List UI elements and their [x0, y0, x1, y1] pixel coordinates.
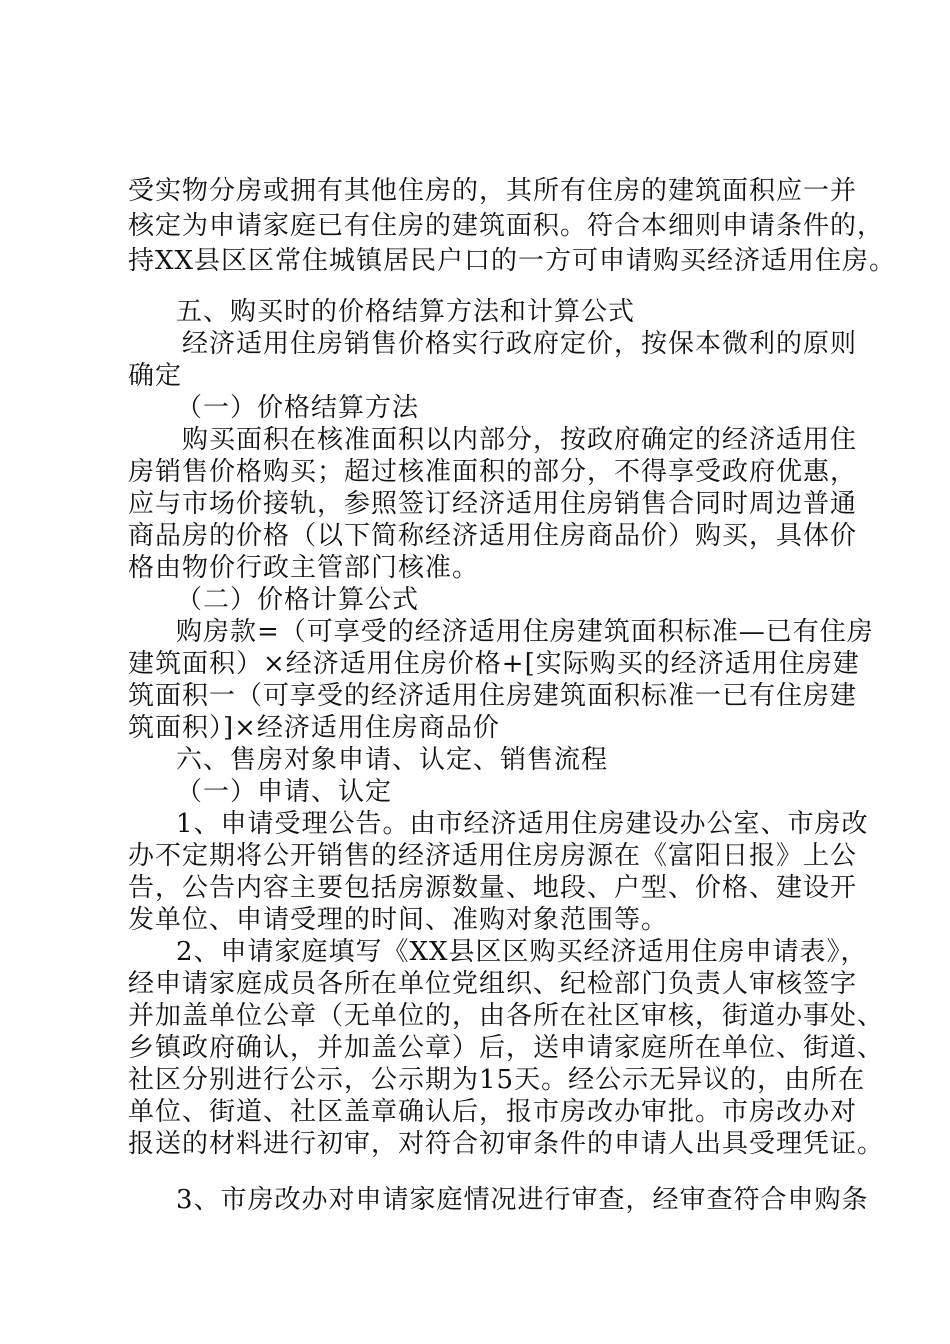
paragraph-line-6: 确定 — [128, 361, 183, 391]
paragraph-line-22: 告，公告内容主要包括房源数量、地段、户型、价格、建设开 — [128, 873, 858, 903]
paragraph-line-5: 经济适用住房销售价格实行政府定价，按保本微利的原则 — [182, 329, 858, 359]
paragraph-line-8: 购买面积在核准面积以内部分，按政府确定的经济适用住 — [182, 425, 858, 455]
section-heading-6: 六、售房对象申请、认定、销售流程 — [176, 745, 609, 775]
subheading-price-formula: （二）价格计算公式 — [176, 585, 420, 615]
paragraph-line-3: 持XX县区区常住城镇居民户口的一方可申请购买经济适用住房。 — [128, 246, 897, 276]
paragraph-line-25: 经申请家庭成员各所在单位党组织、纪检部门负责人审核签字 — [128, 969, 858, 999]
paragraph-line-20: 1、申请受理公告。由市经济适用住房建设办公室、市房改 — [176, 809, 869, 839]
paragraph-line-14: 购房款=（可享受的经济适用住房建筑面积标准—已有住房 — [176, 617, 874, 647]
paragraph-line-10: 应与市场价接轨，参照签订经济适用住房销售合同时周边普通 — [128, 489, 858, 519]
paragraph-line-17: 筑面积）]×经济适用住房商品价 — [128, 713, 500, 743]
paragraph-line-2: 核定为申请家庭已有住房的建筑面积。符合本细则申请条件的， — [128, 211, 885, 241]
paragraph-line-9: 房销售价格购买；超过核准面积的部分，不得享受政府优惠， — [128, 457, 858, 487]
paragraph-line-1: 受实物分房或拥有其他住房的，其所有住房的建筑面积应一并 — [128, 176, 858, 206]
paragraph-line-31: 3、市房改办对申请家庭情况进行审查，经审查符合申购条 — [176, 1185, 869, 1215]
subheading-price-settlement: （一）价格结算方法 — [176, 393, 420, 423]
subheading-application: （一）申请、认定 — [176, 777, 393, 807]
paragraph-line-29: 单位、街道、社区盖章确认后，报市房改办审批。市房改办对 — [128, 1097, 858, 1127]
paragraph-line-27: 乡镇政府确认，并加盖公章）后，送申请家庭所在单位、街道、 — [128, 1033, 885, 1063]
paragraph-line-28: 社区分别进行公示，公示期为15天。经公示无异议的，由所在 — [128, 1065, 866, 1095]
paragraph-line-12: 格由物价行政主管部门核准。 — [128, 553, 480, 583]
paragraph-line-24: 2、申请家庭填写《XX县区区购买经济适用住房申请表》， — [176, 937, 868, 967]
paragraph-line-16: 筑面积一（可享受的经济适用住房建筑面积标准一已有住房建 — [128, 681, 858, 711]
paragraph-line-11: 商品房的价格（以下简称经济适用住房商品价）购买，具体价 — [128, 521, 858, 551]
section-heading-5: 五、购买时的价格结算方法和计算公式 — [176, 297, 636, 327]
paragraph-line-26: 并加盖单位公章（无单位的，由各所在社区审核，街道办事处、 — [128, 1001, 885, 1031]
paragraph-line-21: 办不定期将公开销售的经济适用住房房源在《富阳日报》上公 — [128, 841, 858, 871]
paragraph-line-30: 报送的材料进行初审，对符合初审条件的申请人出具受理凭证。 — [128, 1129, 885, 1159]
paragraph-line-23: 发单位、申请受理的时间、准购对象范围等。 — [128, 905, 669, 935]
paragraph-line-15: 建筑面积）×经济适用住房价格+[实际购买的经济适用住房建 — [128, 649, 860, 679]
